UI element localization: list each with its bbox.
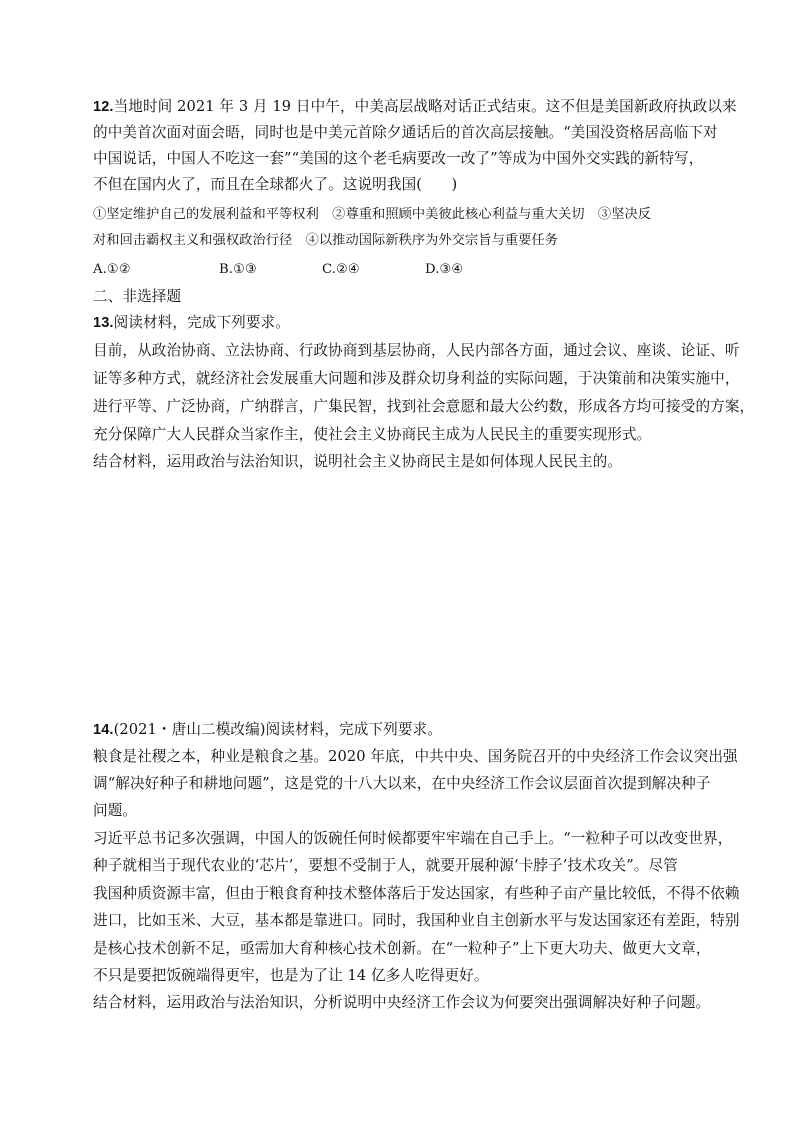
q14-material-7: 进口，比如玉米、大豆，基本都是靠进口。同时，我国种业自主创新水平与发达国家还有差距，特别 [93,912,740,929]
q12-options [93,260,463,280]
q13-prompt: 阅读材料，完成下列要求。 [113,314,290,331]
q13-material-4: 充分保障广大人民群众当家作主，使社会主义协商民主成为人民民主的重要实现形式。 [93,426,652,443]
q14-question: 结合材料，运用政治与法治知识，分析说明中央经济工作会议为何要突出强调解决好种子问题。 [93,994,711,1011]
q14-material-6: 我国种质资源丰富，但由于粮食育种技术整体落后于发达国家，有些种子亩产量比较低，不得不依赖 [93,885,740,902]
q14-number: 14. [93,722,114,738]
q14-material-5: 种子就相当于现代农业的‘芯片’，要想不受制于人，就要开展种源‘卡脖子’技术攻关”。尽管 [93,857,678,874]
q14-material-8: 是核心技术创新不足，亟需加大育种核心技术创新。在“一粒种子”上下更大功夫、做更大文章， [93,940,711,957]
q12-line-1 [93,97,737,117]
q14-material-3: 问题。 [93,802,138,819]
q14-material-1: 粮食是社稷之本，种业是粮食之基。2020 年底，中共中央、国务院召开的中央经济工作会议突出强 [93,748,738,765]
q12-statements-2: 对和回击霸权主义和强权政治行径 ④以推动国际新秩序为外交宗旨与重要任务 [93,233,559,248]
q13-number: 13. [93,315,114,331]
q12-option-c[interactable]: C.②④ [322,262,360,277]
q12-option-a[interactable]: A.①② [93,262,131,277]
q14-material-4: 习近平总书记多次强调，中国人的饭碗任何时候都要牢牢端在自己手上。“一粒种子可以改变世界， [93,830,733,847]
q14-source: (2021・唐山二模改编) [113,721,266,738]
q12-option-d[interactable]: D.③④ [425,262,464,277]
q12-option-b[interactable]: B.①③ [219,262,257,277]
section-title: 二、非选择题 [93,288,182,305]
q14-prompt: 阅读材料，完成下列要求。 [265,721,442,738]
q12-statements-1: ①坚定维护自己的发展利益和平等权利 ②尊重和照顾中美彼此核心利益与重大关切 ③坚决反 [93,207,652,222]
q13-material-3: 进行平等、广泛协商，广纳群言，广集民智，找到社会意愿和最大公约数，形成各方均可接受的方案， [93,398,755,415]
q14-material-9: 不只是要把饭碗端得更牢，也是为了让 14 亿多人吃得更好。 [93,967,489,984]
q12-stem-3: 中国说话，中国人不吃这一套”“美国的这个老毛病要改一改了”等成为中国外交实践的新特写， [93,150,704,167]
q13-question: 结合材料，运用政治与法治知识，说明社会主义协商民主是如何体现人民民主的。 [93,453,622,470]
q13-material-1: 目前，从政治协商、立法协商、行政协商到基层协商，人民内部各方面，通过会议、座谈、论证、听 [93,342,740,359]
q12-number: 12. [93,99,114,115]
q12-stem-1: 当地时间 2021 年 3 月 19 日中午，中美高层战略对话正式结束。这不但是美国新政府执政以来 [113,98,737,115]
q12-stem-2: 的中美首次面对面会晤，同时也是中美元首除夕通话后的首次高层接触。“美国没资格居高临下对 [93,124,718,141]
q13-material-2: 证等多种方式，就经济社会发展重大问题和涉及群众切身利益的实际问题，于决策前和决策实施中， [93,370,740,387]
q12-stem-4: 不但在国内火了，而且在全球都火了。这说明我国( ) [93,176,458,193]
q14-header [93,720,442,740]
q14-material-2: 调“解决好种子和耕地问题”，这是党的十八大以来，在中央经济工作会议层面首次提到解决种子 [93,775,711,792]
q13-header [93,313,290,333]
